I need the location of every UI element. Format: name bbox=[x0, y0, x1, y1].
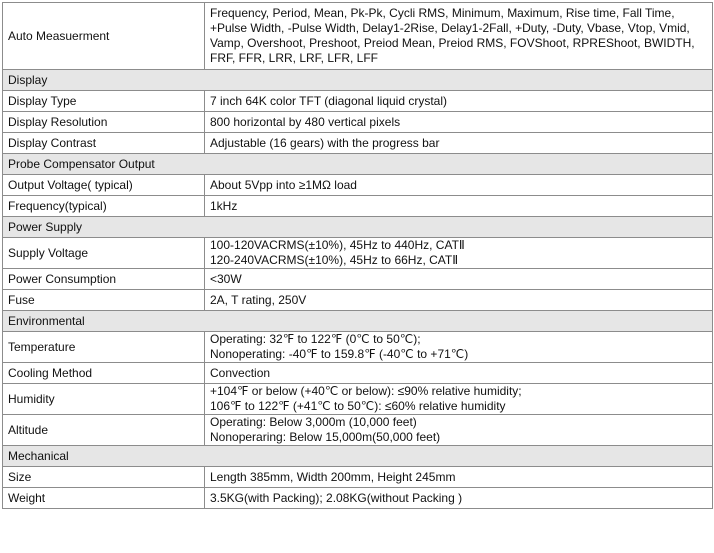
spec-value-line: Convection bbox=[210, 365, 271, 380]
spec-value-line: <30W bbox=[210, 271, 242, 286]
spec-label: Frequency(typical) bbox=[3, 196, 205, 217]
spec-row bbox=[3, 238, 713, 269]
spec-label: Display Resolution bbox=[3, 112, 205, 133]
spec-value-line: About 5Vpp into ≥1MΩ load bbox=[210, 177, 357, 192]
spec-value-line: 100-120VACRMS(±10%), 45Hz to 440Hz, CATⅡ bbox=[210, 238, 465, 252]
spec-label: Humidity bbox=[3, 384, 205, 415]
spec-label: Size bbox=[3, 467, 205, 488]
spec-value-line: Nonoperating: -40℉ to 159.8℉ (-40℃ to +71℃) bbox=[210, 347, 469, 361]
spec-label: Cooling Method bbox=[3, 363, 205, 384]
spec-row bbox=[3, 384, 713, 415]
section-header-row bbox=[3, 446, 713, 467]
spec-value bbox=[205, 290, 713, 311]
spec-row bbox=[3, 467, 713, 488]
spec-value bbox=[205, 175, 713, 196]
spec-value bbox=[205, 133, 713, 154]
spec-row bbox=[3, 488, 713, 509]
spec-row bbox=[3, 112, 713, 133]
spec-row bbox=[3, 269, 713, 290]
spec-value bbox=[205, 467, 713, 488]
spec-row bbox=[3, 290, 713, 311]
spec-row bbox=[3, 91, 713, 112]
spec-value-line: 2A, T rating, 250V bbox=[210, 292, 307, 307]
spec-value bbox=[205, 196, 713, 217]
spec-row bbox=[3, 415, 713, 446]
spec-value bbox=[205, 363, 713, 384]
spec-label: Temperature bbox=[3, 332, 205, 363]
spec-table-body bbox=[3, 3, 713, 509]
spec-value-line: FRF, FFR, LRR, LRF, LFR, LFF bbox=[210, 51, 379, 65]
spec-value-line: +Pulse Width, -Pulse Width, Delay1-2Rise, Delay1-2Fall, +Duty, -Duty, Vbase, Vtop, Vmid, bbox=[210, 21, 690, 35]
spec-row bbox=[3, 133, 713, 154]
spec-label: Auto Measuerment bbox=[3, 3, 205, 70]
spec-row bbox=[3, 3, 713, 70]
spec-value bbox=[205, 332, 713, 363]
spec-label: Power Consumption bbox=[3, 269, 205, 290]
section-title: Probe Compensator Output bbox=[3, 154, 713, 175]
spec-table bbox=[2, 2, 713, 509]
spec-value-line: Adjustable (16 gears) with the progress bar bbox=[210, 135, 440, 150]
spec-row bbox=[3, 175, 713, 196]
spec-value bbox=[205, 112, 713, 133]
section-header-row bbox=[3, 311, 713, 332]
section-header-row bbox=[3, 70, 713, 91]
spec-row bbox=[3, 196, 713, 217]
section-title: Environmental bbox=[3, 311, 713, 332]
spec-value-line: 120-240VACRMS(±10%), 45Hz to 66Hz, CATⅡ bbox=[210, 253, 459, 267]
spec-label: Display Contrast bbox=[3, 133, 205, 154]
spec-value bbox=[205, 488, 713, 509]
spec-row bbox=[3, 363, 713, 384]
spec-value bbox=[205, 384, 713, 415]
spec-value bbox=[205, 91, 713, 112]
spec-label: Supply Voltage bbox=[3, 238, 205, 269]
section-title: Power Supply bbox=[3, 217, 713, 238]
spec-value-line: 7 inch 64K color TFT (diagonal liquid crystal) bbox=[210, 93, 447, 108]
spec-value bbox=[205, 415, 713, 446]
spec-value bbox=[205, 3, 713, 70]
spec-value-line: 1kHz bbox=[210, 198, 238, 213]
spec-value-line: Vamp, Overshoot, Preshoot, Preiod Mean, Preiod RMS, FOVShoot, RPREShoot, BWIDTH, bbox=[210, 36, 695, 50]
spec-value-line: Nonoperaring: Below 15,000m(50,000 feet) bbox=[210, 430, 441, 444]
spec-value-line: 106℉ to 122℉ (+41℃ to 50℃): ≤60% relative humidity bbox=[210, 399, 506, 413]
spec-value-line: 800 horizontal by 480 vertical pixels bbox=[210, 114, 401, 129]
spec-label: Altitude bbox=[3, 415, 205, 446]
section-header-row bbox=[3, 154, 713, 175]
section-title: Display bbox=[3, 70, 713, 91]
spec-label: Weight bbox=[3, 488, 205, 509]
section-header-row bbox=[3, 217, 713, 238]
spec-row bbox=[3, 332, 713, 363]
spec-value-line: Frequency, Period, Mean, Pk-Pk, Cycli RMS, Minimum, Maximum, Rise time, Fall Time, bbox=[210, 6, 675, 20]
spec-value-line: Operating: Below 3,000m (10,000 feet) bbox=[210, 415, 417, 429]
spec-value-line: +104℉ or below (+40℃ or below): ≤90% relative humidity; bbox=[210, 384, 522, 398]
section-title: Mechanical bbox=[3, 446, 713, 467]
spec-label: Fuse bbox=[3, 290, 205, 311]
spec-label: Output Voltage( typical) bbox=[3, 175, 205, 196]
spec-label: Display Type bbox=[3, 91, 205, 112]
spec-value-line: 3.5KG(with Packing); 2.08KG(without Packing ) bbox=[210, 490, 463, 505]
spec-value-line: Operating: 32℉ to 122℉ (0℃ to 50℃); bbox=[210, 332, 421, 346]
spec-value bbox=[205, 238, 713, 269]
spec-value bbox=[205, 269, 713, 290]
spec-value-line: Length 385mm, Width 200mm, Height 245mm bbox=[210, 469, 456, 484]
